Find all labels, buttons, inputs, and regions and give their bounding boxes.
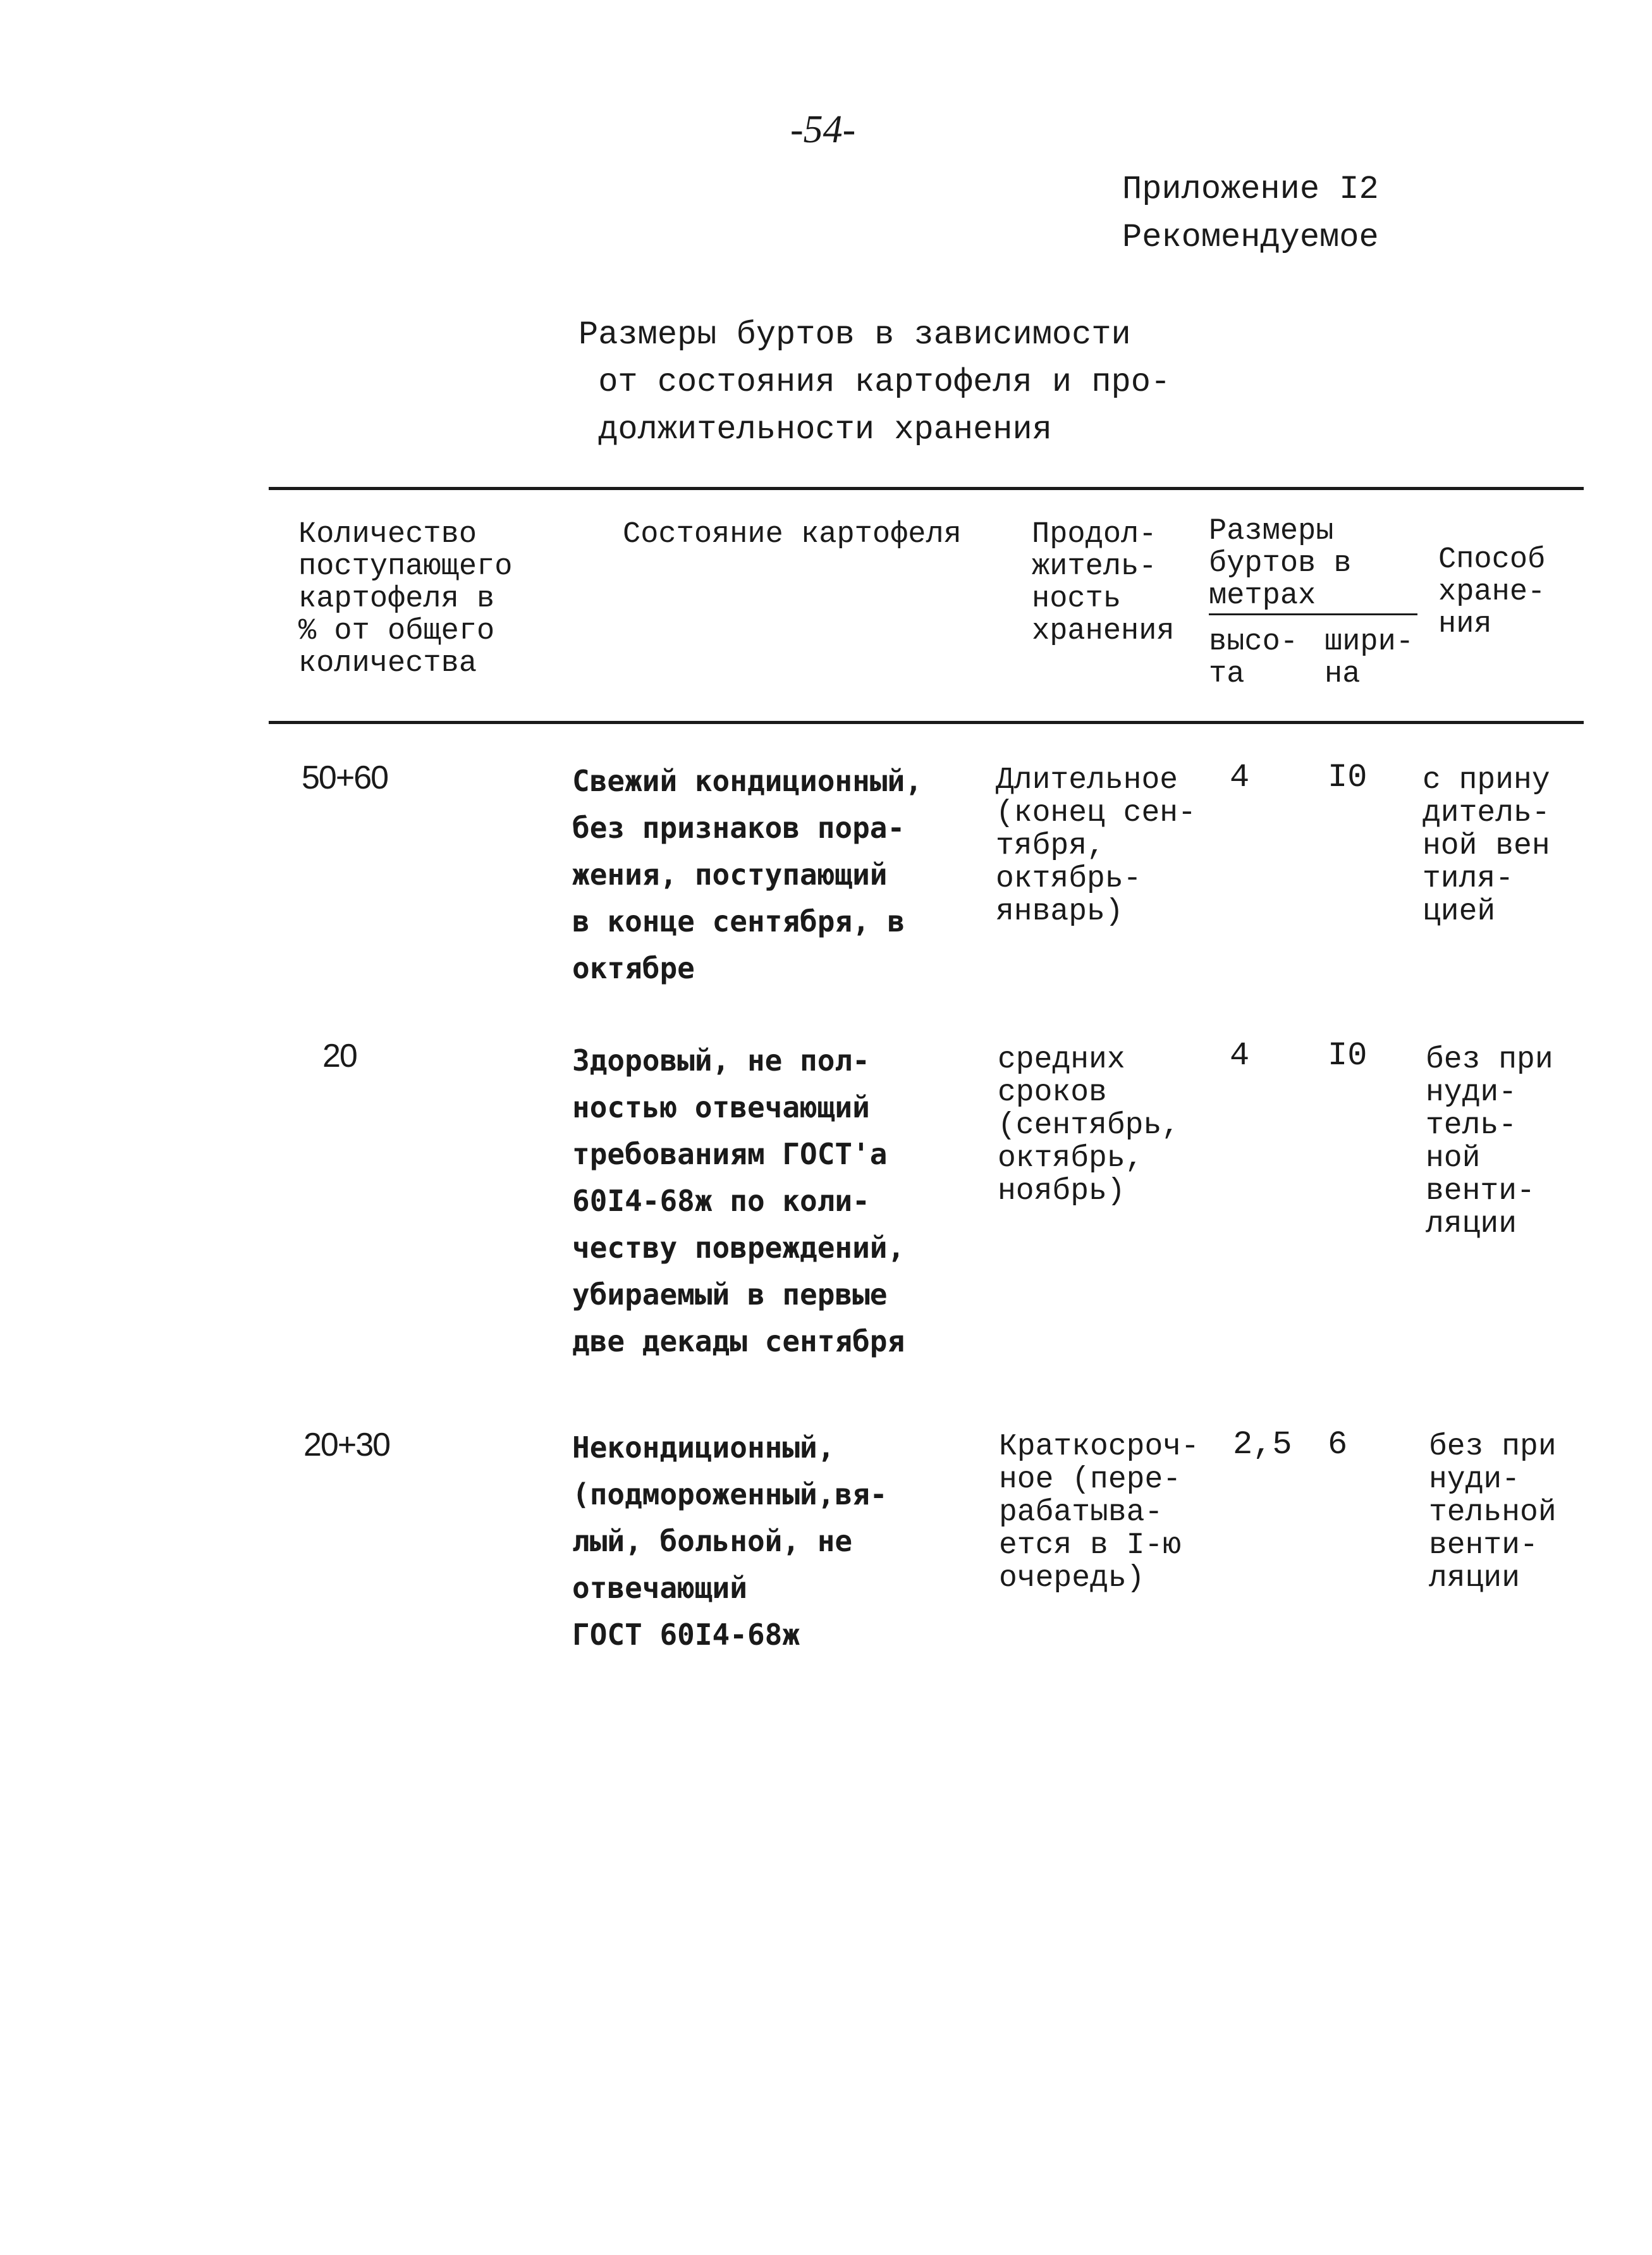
appendix-status: Рекомендуемое [1122, 219, 1379, 256]
header-condition: Состояние картофеля [623, 518, 962, 551]
caption-line: от состояния картофеля и про- [578, 364, 1171, 401]
row-3-height: 2,5 [1233, 1426, 1292, 1463]
row-2-duration: средних сроков (сентябрь, октябрь, ноябрь) [998, 1043, 1180, 1208]
caption-line: должительности хранения [578, 411, 1052, 448]
row-3-quantity: 20+30 [303, 1427, 390, 1463]
header-width: шири- на [1325, 625, 1414, 691]
row-1-duration: Длительное (конец сен- тября, октябрь- январь) [996, 763, 1196, 929]
row-3-width: 6 [1328, 1426, 1348, 1463]
header-quantity: Количество поступающего картофеля в % от общего количества [298, 518, 513, 680]
header-duration: Продол- житель- ность хранения [1032, 518, 1175, 648]
table-caption [578, 311, 1170, 453]
appendix-title: Приложение I2 [1122, 171, 1379, 208]
row-3-duration: Краткосроч- ное (пере- рабатыва- ется в I-ю очередь) [999, 1430, 1199, 1595]
table-top-rule [269, 487, 1584, 490]
caption-line: Размеры буртов в зависимости [578, 316, 1131, 353]
dimensions-underline [1209, 613, 1417, 615]
row-1-storage: с прину дитель- ной вен тиля- цией [1423, 763, 1550, 929]
row-3-condition: Некондиционный, (подмороженный,вя- лый, больной, не отвечающий ГОСТ 60I4-68ж [572, 1430, 888, 1652]
header-dimensions: Размеры буртов в метрах [1209, 515, 1352, 613]
header-storage: Способ хране- ния [1438, 543, 1546, 641]
row-1-height: 4 [1230, 759, 1250, 796]
row-1-quantity: 50+60 [302, 759, 388, 796]
row-1-condition: Свежий кондиционный, без признаков пора- жения, поступающий в конце сентября, в октябре [572, 764, 922, 985]
row-1-width: I0 [1328, 759, 1367, 796]
row-2-condition: Здоровый, не пол- ностью отвечающий требованиям ГОСТ'а 60I4-68ж по коли- честву повреждений, убираемый в первые две декады сентября [572, 1043, 905, 1358]
page-number: -54- [790, 108, 856, 151]
table-header-rule [269, 721, 1584, 724]
header-height: высо- та [1209, 625, 1299, 691]
row-2-quantity: 20 [322, 1038, 357, 1074]
row-2-width: I0 [1328, 1037, 1367, 1074]
appendix-label [1122, 166, 1379, 262]
row-3-storage: без при нуди- тельной венти- ляции [1429, 1430, 1557, 1595]
row-2-height: 4 [1230, 1037, 1250, 1074]
row-2-storage: без при нуди- тель- ной венти- ляции [1426, 1043, 1553, 1241]
